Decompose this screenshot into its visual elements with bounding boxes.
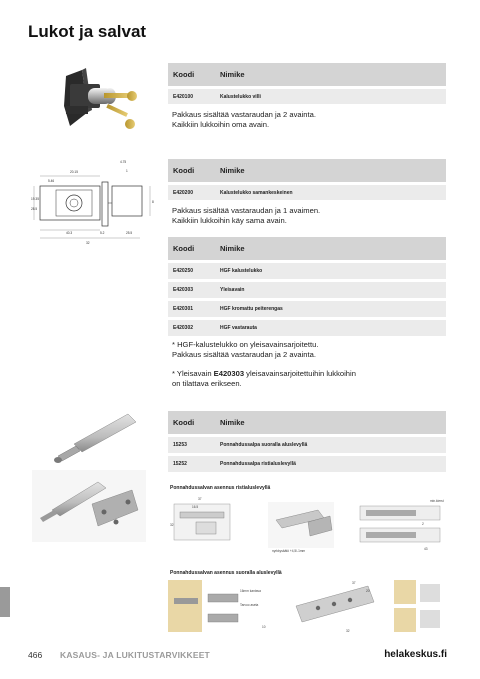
svg-text:Tarvoo aseta: Tarvoo aseta <box>240 603 259 607</box>
product-table-hgf <box>168 237 446 336</box>
svg-text:32: 32 <box>346 629 350 633</box>
table-row <box>168 89 446 104</box>
table-row <box>168 437 446 453</box>
table-header <box>168 63 446 86</box>
svg-text:16.5: 16.5 <box>192 505 199 509</box>
installation-diagram-cross <box>168 492 448 560</box>
table-row <box>168 282 446 298</box>
note-line: Kaikkiin lukkoihin käy sama avain. <box>172 215 287 225</box>
svg-text:37: 37 <box>198 497 202 501</box>
side-tab <box>0 587 10 617</box>
svg-text:5.2: 5.2 <box>100 231 105 235</box>
row-code: E420302 <box>173 325 194 331</box>
row-name: Yleisavain <box>220 287 245 293</box>
svg-text:32: 32 <box>86 241 90 245</box>
note-line <box>172 369 356 379</box>
table-row <box>168 456 446 472</box>
table-header <box>168 237 446 260</box>
table-header <box>168 411 446 434</box>
svg-text:37: 37 <box>352 581 356 585</box>
table-row <box>168 301 446 317</box>
svg-text:1: 1 <box>126 169 128 173</box>
note-e420100 <box>172 110 316 129</box>
header-code: Koodi <box>173 166 195 175</box>
lock-photo <box>52 66 144 138</box>
svg-text:16mm kantava: 16mm kantava <box>240 589 261 593</box>
row-code: E420250 <box>173 268 194 274</box>
header-name: Nimike <box>220 244 245 253</box>
table-header <box>168 159 446 182</box>
svg-text:25.5: 25.5 <box>126 231 133 235</box>
svg-text:43: 43 <box>424 547 428 551</box>
row-code: E420303 <box>173 287 194 293</box>
product-table-latch <box>168 411 446 472</box>
svg-text:10: 10 <box>262 625 266 629</box>
product-table-e420200 <box>168 159 446 200</box>
page-title: Lukot ja salvat <box>28 22 147 41</box>
svg-text:20.15: 20.15 <box>70 170 78 174</box>
note-line: on tilattava erikseen. <box>172 378 242 388</box>
latch-photo <box>44 404 142 470</box>
svg-text:20: 20 <box>366 589 370 593</box>
svg-text:8: 8 <box>152 200 154 204</box>
svg-text:min.kierst: min.kierst <box>430 499 444 503</box>
row-name: HGF kalustelukko <box>220 268 263 274</box>
note-line: Pakkaus sisältää vastaraudan ja 2 avainta. <box>172 349 316 359</box>
row-code: E420200 <box>173 189 194 196</box>
section-title: KASAUS- JA LUKITUSTARVIKKEET <box>60 650 210 660</box>
table-row <box>168 263 446 279</box>
note-yleisavain <box>172 369 356 388</box>
header-code: Koodi <box>173 244 195 253</box>
svg-text:28.5: 28.5 <box>31 207 38 211</box>
row-code: 15252 <box>173 461 187 467</box>
caption-cross: Ponnahdussalvan asennus ristialuslevyllä <box>170 485 271 491</box>
note-post: yleisavainsarjoitettuihin lukkoihin <box>244 369 356 378</box>
svg-text:19.35: 19.35 <box>31 197 39 201</box>
header-name: Nimike <box>220 70 245 79</box>
svg-text:2: 2 <box>422 522 424 526</box>
installation-diagram-straight <box>168 576 448 636</box>
row-name: Kalustelukko villi <box>220 93 261 100</box>
svg-text:32: 32 <box>170 523 174 527</box>
row-name: HGF vastarauta <box>220 325 257 331</box>
product-table-e420100 <box>168 63 446 104</box>
brand-link[interactable]: helakeskus.fi <box>384 649 447 660</box>
caption-straight: Ponnahdussalvan asennus suoralla aluslevyllä <box>170 570 282 576</box>
row-name: Ponnahdussalpa ristialuslevyllä <box>220 461 296 467</box>
note-line: Kaikkiin lukkoihin oma avain. <box>172 119 270 129</box>
header-name: Nimike <box>220 418 245 427</box>
row-name: HGF kromattu peiterengas <box>220 306 283 312</box>
header-code: Koodi <box>173 70 195 79</box>
note-hgf <box>172 340 318 359</box>
table-row <box>168 320 446 336</box>
note-code: E420303 <box>213 369 245 378</box>
svg-text:4.75: 4.75 <box>120 160 127 164</box>
row-code: 15253 <box>173 442 187 448</box>
row-code: E420100 <box>173 93 194 100</box>
note-pre: * Yleisavain <box>172 369 214 378</box>
table-row <box>168 185 446 200</box>
svg-text:5.46: 5.46 <box>48 179 55 183</box>
svg-text:nyrkkysäätö +4,5/-1mm: nyrkkysäätö +4,5/-1mm <box>272 549 306 553</box>
page-number: 466 <box>28 650 43 660</box>
note-line: Pakkaus sisältää vastaraudan ja 1 avaimen. <box>172 206 321 215</box>
row-name: Ponnahdussalpa suoralla aluslevyllä <box>220 442 308 448</box>
header-name: Nimike <box>220 166 245 175</box>
row-name: Kalustelukko samankeskeinen <box>220 189 293 196</box>
header-code: Koodi <box>173 418 195 427</box>
lock-drawing <box>30 158 158 248</box>
note-line: Pakkaus sisältää vastaraudan ja 2 avainta. <box>172 110 316 119</box>
latch-cross-photo <box>32 470 146 542</box>
row-code: E420301 <box>173 306 194 312</box>
note-e420200 <box>172 206 320 225</box>
svg-text:40.3: 40.3 <box>66 231 73 235</box>
note-line: * HGF-kalustelukko on yleisavainsarjoitettu. <box>172 340 319 349</box>
